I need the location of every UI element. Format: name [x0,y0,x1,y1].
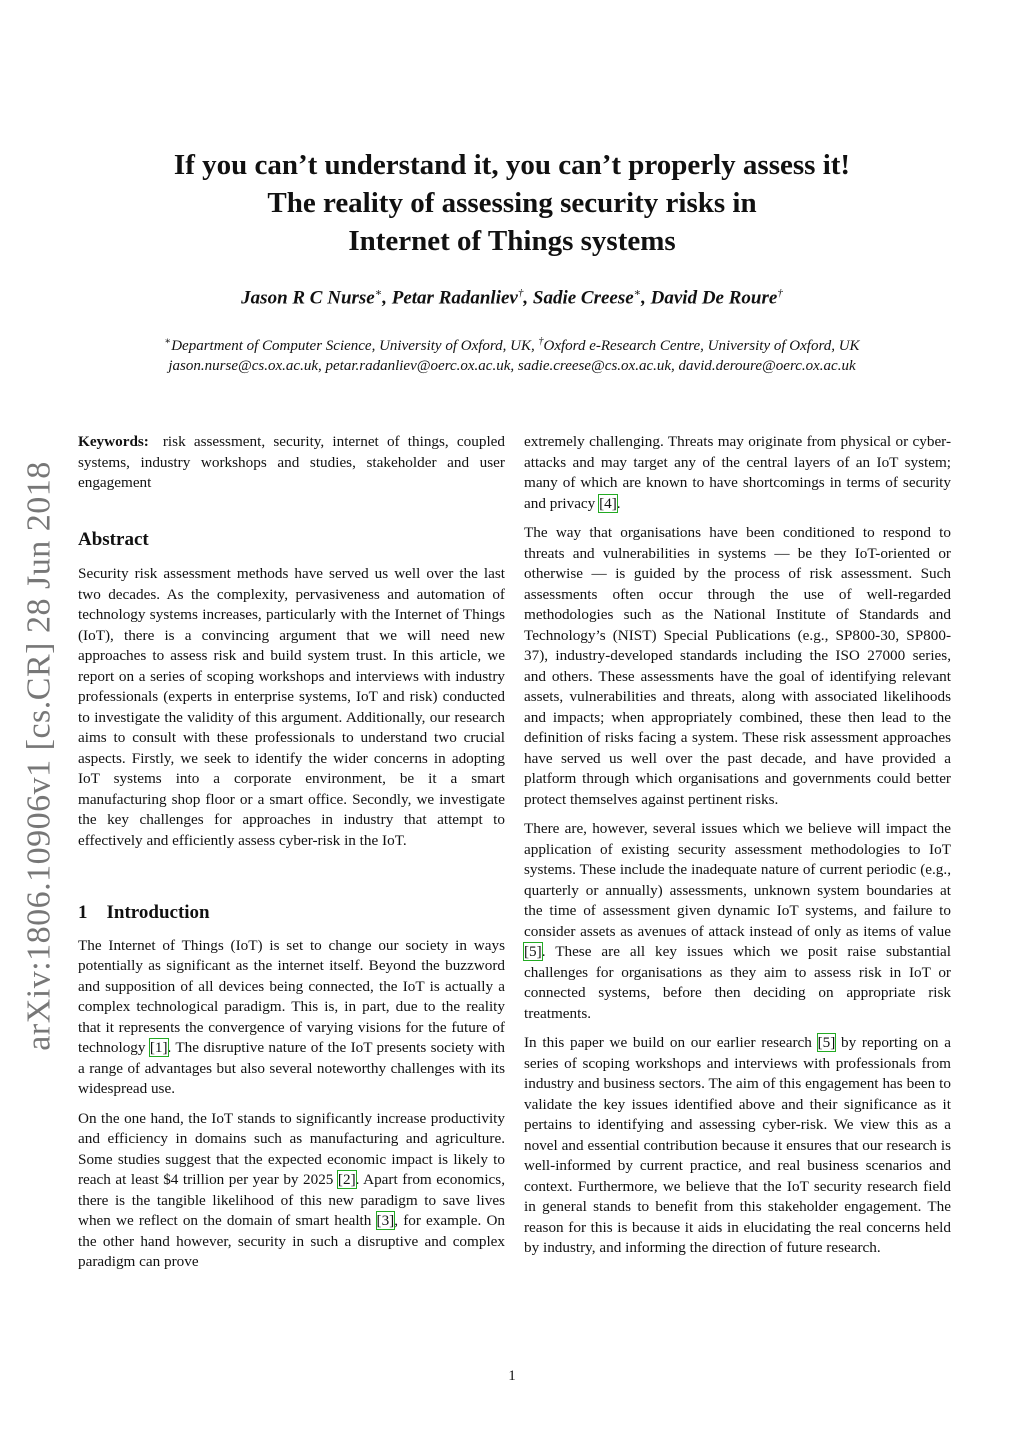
keywords [78,432,505,494]
paragraph-text: . Apart from economics, there is the tangible likelihood of this new paradigm to save lives when we reflect on the domain of smart health [78,1171,505,1229]
title-line-3: Internet of Things systems [348,225,676,257]
citation-link[interactable]: [1] [149,1039,168,1056]
body-paragraph [524,432,951,514]
author-name: Petar Radanliev [391,287,518,309]
arxiv-identifier [22,456,58,1056]
citation-link[interactable]: [3] [376,1212,395,1229]
affiliations [0,332,1024,376]
author-emails: jason.nurse@cs.ox.ac.uk, petar.radanliev@oerc.ox.ac.uk, sadie.creese@cs.ox.ac.uk, david.deroure@oerc.ox.ac.uk [168,358,856,374]
affiliation-dept: Oxford e-Research Centre, University of Oxford, UK [543,338,860,354]
paragraph-text: . The disruptive nature of the IoT presents society with a range of advantages but also several noteworthy challenges with its widespread use. [78,1039,505,1097]
intro-paragraph [78,936,505,1100]
section-heading-introduction: 1 Introduction [78,902,210,923]
body-paragraph [524,819,951,1024]
left-column [78,432,505,1282]
affiliation-dept: Department of Computer Science, University of Oxford, UK, [171,338,535,354]
paragraph-text: . [616,494,621,512]
paragraph-text: The Internet of Things (IoT) is set to change our society in ways potentially as significant as the internet itself. Beyond the buzzword and supposition of all devices being connected, the IoT is actually a complex technological paradigm. This is, in part, due to the reality that it represents the convergence of varying visions for the future of technology [78,936,505,1056]
citation-link[interactable]: [5] [817,1034,836,1051]
title-line-2: The reality of assessing security risks in [267,187,757,219]
keywords-text: risk assessment, security, internet of things, coupled systems, industry workshops and studies, stakeholder and user engagement [78,433,505,491]
author-mark: † [517,287,524,299]
abstract-heading: Abstract [78,528,149,550]
affiliation-mark: † [538,336,544,347]
intro-paragraph [78,1109,505,1273]
citation-link[interactable]: [2] [337,1171,356,1188]
abstract-text: Security risk assessment methods have served us well over the last two decades. As the complexity, pervasiveness and automation of technology systems increases, particularly with the Internet of Things (IoT), there is a convincing argument that we will need new approaches to assess risk and build system trust. In this article, we report on a series of scoping workshops and interviews with industry professionals (experts in enterprise systems, IoT and risk) conducted to investigate the validity of this argument. Additionally, our research aims to consult with these professionals to understand two crucial aspects. Firstly, we seek to identify the wider concerns in adopting IoT systems into a corporate environment, be it a smart manufacturing shop floor or a smart office. Secondly, we investigate the key challenges for approaches in industry that attempt to effectively and efficiently assess cyber-risk in the IoT. [78,565,505,849]
author-mark: ∗ [374,287,383,299]
body-paragraph [524,1033,951,1259]
paper-title [0,146,1024,260]
author-name: David De Roure [650,287,778,309]
keywords-label: Keywords: [78,433,149,450]
paragraph-text: . These are all key issues which we posit raise substantial challenges for organisations as they aim to assess risk in IoT or connected systems, before then deciding on appropriate risk treatments. [524,943,951,1022]
paragraph-text: In this paper we build on our earlier research [524,1034,818,1051]
author-mark: ∗ [633,287,642,299]
paragraph-text: On the one hand, the IoT stands to significantly increase productivity and efficiency in domains such as manufacturing and agriculture. Some studies suggest that the expected economic impact is likely to reach at least $4 trillion per year by 2025 [78,1109,505,1188]
author-mark: † [777,287,783,299]
page-number: 1 [508,1368,516,1384]
citation-link[interactable]: [5] [524,943,542,960]
author-name: Jason R C Nurse [241,287,375,309]
paragraph-text: extremely challenging. Threats may originate from physical or cyber-attacks and may target any of the central layers of an IoT system; many of which are known to have shortcomings in terms of security and privacy [524,433,951,512]
author-list: Jason R C Nurse∗, Petar Radanliev†, Sadie Creese∗, David De Roure† [241,287,783,309]
author-name: Sadie Creese [532,287,634,309]
citation-link[interactable]: [4] [599,494,617,512]
arxiv-identifier-text: arXiv:1806.10906v1 [cs.CR] 28 Jun 2018 [21,461,59,1051]
paragraph-text: by reporting on a series of scoping workshops and interviews with professionals from industry and business sectors. The aim of this engagement has been to validate the key issues identified above and their significance as it pertains to identifying and assessing cyber-risk. We view this as a novel and essential contribution because it ensures that our research is well-informed by current practice, and real business scenarios and context. Furthermore, we believe that the IoT security research field in general stands to benefit from this stakeholder engagement. The reason for this is because it aids in elucidating the real concerns held by industry, and informing the direction of future research. [524,1034,951,1256]
title-line-1: If you can’t understand it, you can’t properly assess it! [173,149,851,181]
paragraph-text: There are, however, several issues which we believe will impact the application of existing security assessment methodologies to IoT systems. These include the inadequate nature of current periodic (e.g., quarterly or annually) assessments, unknown system boundaries at the time of assessment given dynamic IoT systems, and failure to consider assets as avenues of attack instead of only as items of value [524,820,951,940]
body-paragraph: The way that organisations have been conditioned to respond to threats and vulnerabilities in systems — be they IoT-oriented or otherwise — is guided by the process of risk assessment. Such assessments often occur through the use of well-regarded methodologies such as the National Institute of Standards and Technology’s (NIST) Special Publications (e.g., SP800-30, SP800-37), industry-developed standards including the ISO 27000 series, and others. These assessments have the goal of identifying relevant assets, vulnerabilities and threats, along with associated likelihoods and impacts; when appropriately combined, these then lead to the definition of risks facing a system. These risk assessment approaches have served us well over the past decade, and have provided a platform through which organisations and governments could better protect themselves against pertinent risks. [524,524,951,808]
affiliation-mark: ∗ [164,336,172,347]
paragraph-text: , for example. On the other hand however, security in such a disruptive and complex paradigm can prove [78,1212,506,1270]
right-column [524,432,951,1268]
affiliation-line [0,332,1024,356]
